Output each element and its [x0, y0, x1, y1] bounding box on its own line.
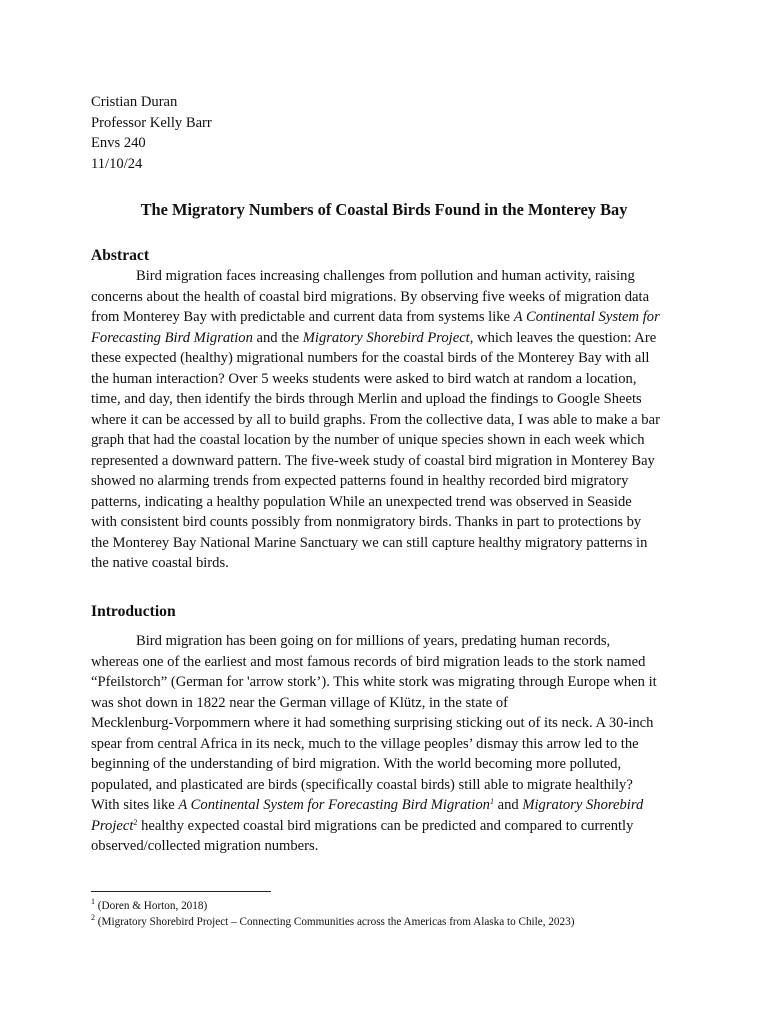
text-span: time, and day, then identify the birds through Merlin and upload the findings to Google Sheets — [91, 391, 642, 407]
author-header — [91, 92, 212, 174]
text-span: the native coastal birds. — [91, 555, 229, 571]
date: 11/10/24 — [91, 155, 143, 172]
text-line — [91, 410, 681, 431]
footnote — [91, 914, 574, 930]
text-span: where it can be accessed by all to build graphs. From the collective data, I was able to make a bar — [91, 411, 660, 428]
text-line — [91, 471, 681, 492]
text-span: Bird migration has been going on for millions of years, predating human records, — [136, 633, 611, 649]
footnote-text: (Doren & Horton, 2018) — [95, 900, 208, 912]
text-line — [91, 266, 681, 287]
abstract-heading: Abstract — [91, 247, 150, 264]
page-title: The Migratory Numbers of Coastal Birds Found in the Monterey Bay — [140, 200, 628, 219]
text-line — [91, 553, 681, 574]
introduction-paragraph — [91, 631, 681, 857]
text-span: was shot down in 1822 near the German village of Klütz, in the state of — [91, 694, 509, 711]
italic-text: Migratory Shorebird Project, — [302, 329, 474, 346]
text-span: and — [493, 797, 523, 813]
text-span: the human interaction? Over 5 weeks students were asked to bird watch at random a location, — [91, 370, 637, 387]
text-span: populated, and plasticated are birds (specifically coastal birds) still able to migrate healthily? — [91, 776, 633, 793]
text-span: graph that had the coastal location by the number of unique species shown in each week which — [91, 432, 645, 448]
text-span: represented a downward pattern. The five-week study of coastal bird migration in Monterey Bay — [91, 452, 655, 469]
text-line — [91, 348, 681, 369]
footnote — [91, 898, 574, 914]
text-span: the Monterey Bay National Marine Sanctuary we can still capture healthy migratory patterns in — [91, 534, 648, 551]
text-line — [91, 816, 681, 837]
italic-text: Project — [91, 817, 134, 834]
abstract-paragraph — [91, 266, 681, 574]
text-span: spear from central Africa in its neck, much to the village peoples’ dismay this arrow led to the — [91, 735, 639, 752]
italic-text: Forecasting Bird Migration — [91, 329, 253, 346]
text-line — [91, 775, 681, 796]
text-span: with consistent bird counts possibly from nonmigratory birds. Thanks in part to protections by — [91, 514, 642, 530]
text-line — [91, 287, 681, 308]
text-span: “Pfeilstorch” (German for 'arrow stork’). This white stork was migrating through Europe when it — [91, 674, 657, 690]
italic-text: Migratory Shorebird — [522, 797, 644, 813]
text-line — [91, 672, 681, 693]
text-span: Mecklenburg-Vorpommern where it had something surprising sticking out of its neck. A 30-inch — [91, 715, 654, 731]
italic-text: A Continental System for — [513, 309, 660, 325]
text-span: from Monterey Bay with predictable and current data from systems like — [91, 309, 514, 325]
footnote-text: (Migratory Shorebird Project – Connecting Communities across the Americas from Alaska to Chile, 2023) — [95, 916, 575, 928]
text-line — [91, 713, 681, 734]
text-line — [91, 369, 681, 390]
text-line — [91, 754, 681, 775]
text-line — [91, 512, 681, 533]
text-line — [91, 795, 681, 816]
text-span: Bird migration faces increasing challenges from pollution and human activity, raising — [136, 268, 635, 284]
text-line — [91, 307, 681, 328]
footnote-marker: 1 — [489, 797, 494, 806]
text-line — [91, 693, 681, 714]
text-span: concerns about the health of coastal bird migrations. By observing five weeks of migration data — [91, 288, 650, 305]
footnotes — [91, 898, 574, 930]
footnote-divider — [91, 891, 271, 892]
author-name: Cristian Duran — [91, 94, 178, 110]
course-name: Envs 240 — [91, 135, 146, 151]
text-line — [91, 430, 681, 451]
text-line — [91, 492, 681, 513]
professor-name: Professor Kelly Barr — [91, 114, 212, 131]
text-span: beginning of the understanding of bird migration. With the world becoming more polluted, — [91, 756, 622, 772]
text-span: patterns, indicating a healthy population While an unexpected trend was observed in Seaside — [91, 493, 632, 510]
text-line — [91, 533, 681, 554]
text-span: these expected (healthy) migrational numbers for the coastal birds of the Monterey Bay with all — [91, 350, 650, 366]
footnote-number: 1 — [91, 897, 95, 906]
footnote-number: 2 — [91, 913, 95, 922]
text-span: whereas one of the earliest and most famous records of bird migration leads to the stork named — [91, 653, 646, 670]
text-line — [91, 389, 681, 410]
text-line — [91, 734, 681, 755]
text-line — [91, 451, 681, 472]
text-line — [91, 836, 681, 857]
text-span: showed no alarming trends from expected patterns found in healthy recorded bird migratory — [91, 473, 629, 489]
text-span: With sites like — [91, 797, 179, 813]
italic-text: A Continental System for Forecasting Bird Migration — [178, 797, 490, 813]
introduction-heading: Introduction — [91, 603, 176, 620]
text-line — [91, 328, 681, 349]
text-span: and the — [252, 329, 303, 346]
footnote-marker: 2 — [133, 817, 138, 827]
text-line — [91, 631, 681, 652]
text-span: which leaves the question: Are — [473, 329, 657, 346]
text-span: healthy expected coastal bird migrations can be predicted and compared to currently — [137, 817, 634, 834]
text-span: observed/collected migration numbers. — [91, 838, 319, 854]
text-line — [91, 652, 681, 673]
